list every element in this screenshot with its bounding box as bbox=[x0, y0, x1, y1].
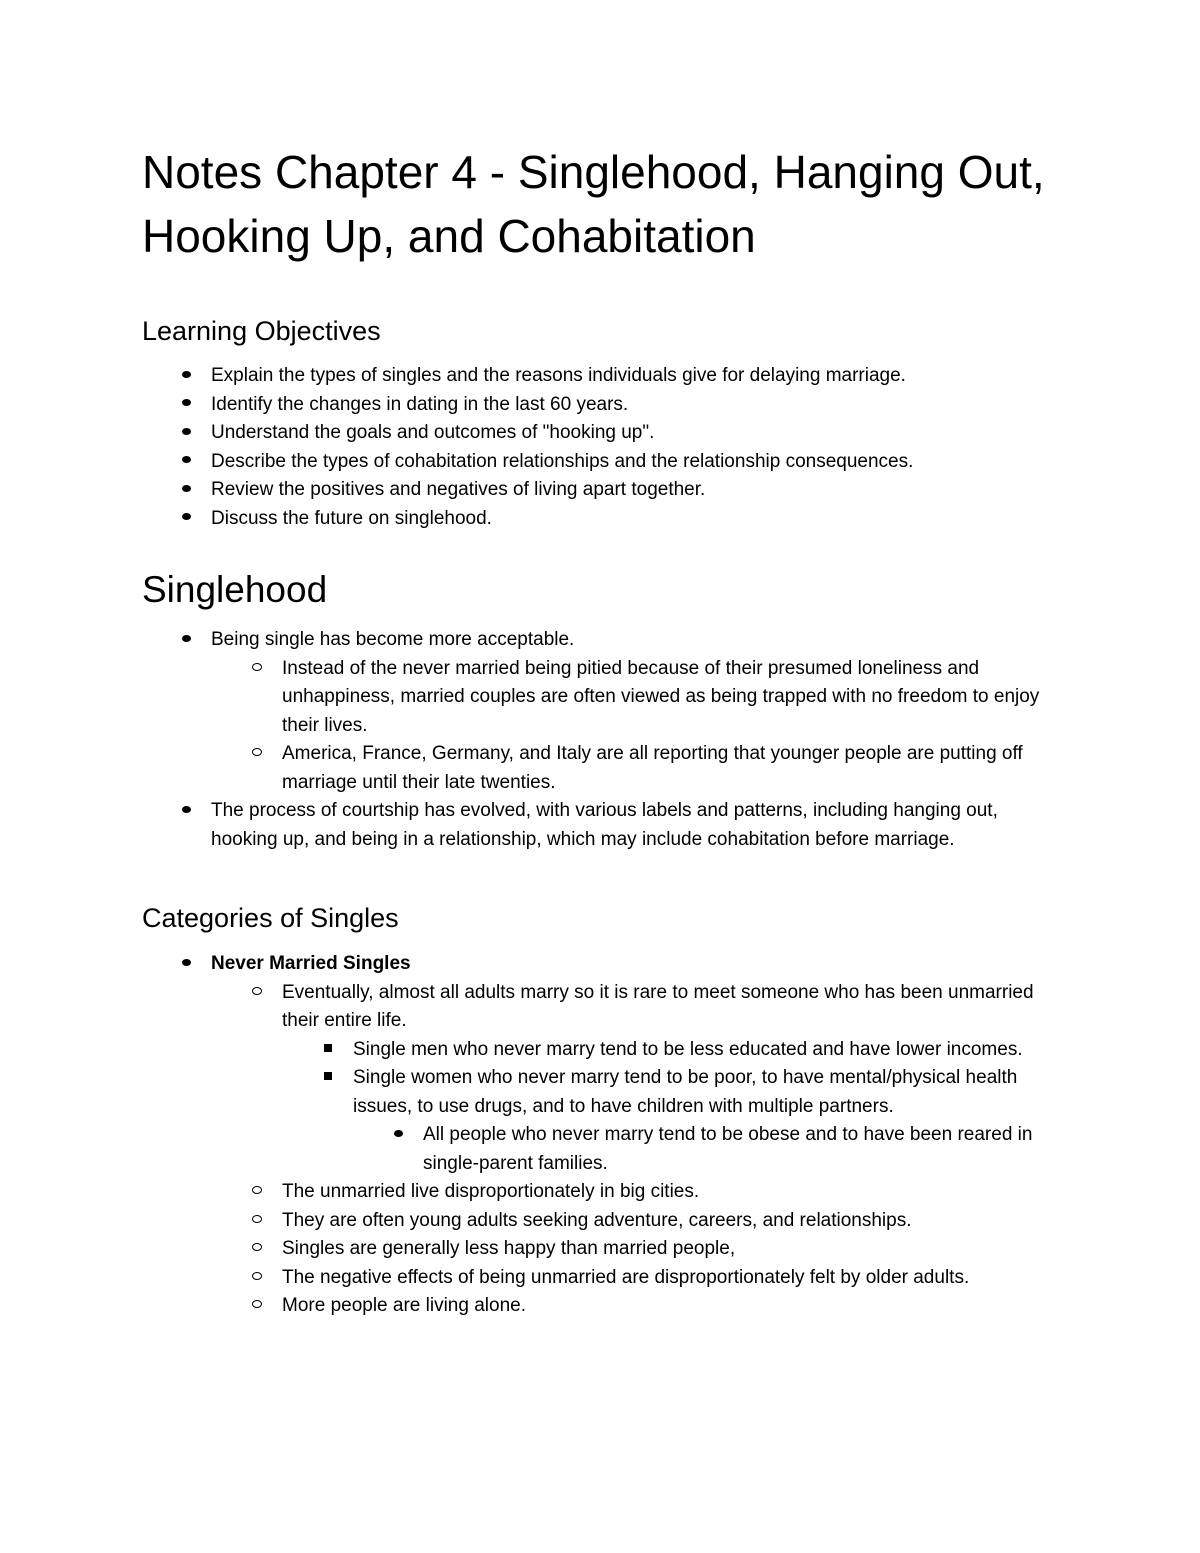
list-item: The unmarried live disproportionately in big cities. bbox=[142, 1178, 1062, 1207]
list-item: Instead of the never married being pitied because of their presumed loneliness and unhappiness, married couples are often viewed as being trapped with no freedom to enjoy their lives. bbox=[142, 655, 1062, 741]
list-item: Discuss the future on singlehood. bbox=[142, 505, 1062, 534]
list-item: America, France, Germany, and Italy are all reporting that younger people are putting off marriage until their late twenties. bbox=[142, 740, 1062, 797]
list-item: Describe the types of cohabitation relationships and the relationship consequences. bbox=[142, 448, 1062, 477]
singlehood-heading: Singlehood bbox=[142, 569, 328, 610]
bullet-circle-icon bbox=[247, 1264, 267, 1293]
list-item: The process of courtship has evolved, with various labels and patterns, including hanging out, hooking up, and being in a relationship, which may include cohabitation before marriage. bbox=[142, 797, 1062, 854]
list-item: Never Married Singles bbox=[142, 950, 1062, 979]
list-item: Explain the types of singles and the reasons individuals give for delaying marriage. bbox=[142, 362, 1062, 391]
bullet-dot-icon bbox=[176, 419, 196, 448]
bullet-circle-icon bbox=[247, 1292, 267, 1321]
categories-heading: Categories of Singles bbox=[142, 903, 399, 933]
list-item: Single men who never marry tend to be less educated and have lower incomes. bbox=[142, 1036, 1062, 1065]
bullet-dot-icon bbox=[176, 476, 196, 505]
list-item: Understand the goals and outcomes of "hooking up". bbox=[142, 419, 1062, 448]
bullet-dot-icon bbox=[176, 448, 196, 477]
list-item: The negative effects of being unmarried are disproportionately felt by older adults. bbox=[142, 1264, 1062, 1293]
bullet-dot-icon bbox=[388, 1121, 408, 1150]
bullet-dot-icon bbox=[176, 391, 196, 420]
list-item: Singles are generally less happy than married people, bbox=[142, 1235, 1062, 1264]
bullet-circle-icon bbox=[247, 1235, 267, 1264]
list-item: Single women who never marry tend to be poor, to have mental/physical health issues, to use drugs, and to have children with multiple partners. bbox=[142, 1064, 1062, 1121]
bullet-dot-icon bbox=[176, 505, 196, 534]
bullet-circle-icon bbox=[247, 740, 267, 769]
list-item: All people who never marry tend to be obese and to have been reared in single-parent families. bbox=[142, 1121, 1062, 1178]
singlehood-list bbox=[142, 626, 1062, 854]
document-page bbox=[142, 140, 1062, 1321]
list-item: Being single has become more acceptable. bbox=[142, 626, 1062, 655]
bullet-square-icon bbox=[318, 1036, 338, 1065]
learning-objectives-list bbox=[142, 362, 1062, 533]
categories-list bbox=[142, 950, 1062, 1321]
bullet-dot-icon bbox=[176, 626, 196, 655]
list-item: Identify the changes in dating in the last 60 years. bbox=[142, 391, 1062, 420]
list-item: Eventually, almost all adults marry so it is rare to meet someone who has been unmarried their entire life. bbox=[142, 979, 1062, 1036]
bullet-dot-icon bbox=[176, 362, 196, 391]
list-item: More people are living alone. bbox=[142, 1292, 1062, 1321]
bullet-circle-icon bbox=[247, 655, 267, 684]
list-item: Review the positives and negatives of living apart together. bbox=[142, 476, 1062, 505]
learning-objectives-heading: Learning Objectives bbox=[142, 316, 381, 346]
list-item: They are often young adults seeking adventure, careers, and relationships. bbox=[142, 1207, 1062, 1236]
bullet-circle-icon bbox=[247, 979, 267, 1008]
bullet-dot-icon bbox=[176, 950, 196, 979]
page-title: Notes Chapter 4 - Singlehood, Hanging Out, Hooking Up, and Cohabitation bbox=[142, 146, 1045, 262]
bullet-square-icon bbox=[318, 1064, 338, 1093]
bullet-circle-icon bbox=[247, 1178, 267, 1207]
bullet-circle-icon bbox=[247, 1207, 267, 1236]
bullet-dot-icon bbox=[176, 797, 196, 826]
